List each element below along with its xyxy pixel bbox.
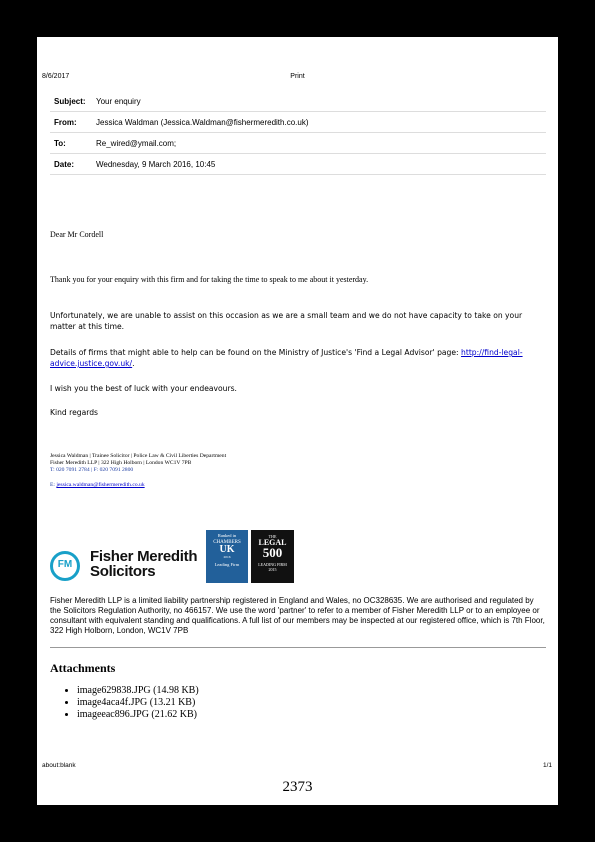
email-meta-table [50,91,546,175]
legal-advice-link[interactable]: http://find-legal-advice.justice.gov.uk/ [50,348,523,368]
print-date: 8/6/2017 [42,73,70,80]
attachments-list [63,685,199,721]
badge-text: THE [268,534,277,539]
paragraph-unable: Unfortunately, we are unable to assist on this occasion as we are a small team and we do not have capacity to take on your matter at this time. [50,311,523,331]
attachment-item[interactable]: • imageeac896.JPG (21.62 KB) [77,709,199,721]
paragraph-thanks: Thank you for your enquiry with this firm and for taking the time to speak to me about it yesterday. [50,275,369,284]
chambers-badge [206,530,248,583]
signature-email-line [50,482,226,489]
meta-row-subject [50,91,546,112]
meta-value: Wednesday, 9 March 2016, 10:45 [92,154,546,175]
signature-email-link[interactable]: jessica.waldman@fishermeredith.co.uk [56,482,145,488]
signature-line: Fisher Meredith LLP | 322 High Holborn | London WC1V 7PB [50,460,192,466]
badge-text: CHAMBERS [213,540,241,545]
meta-row-to [50,133,546,154]
badge-text: 500 [262,545,283,560]
footer-page-count: 1/1 [542,762,552,769]
legal500-badge [251,530,294,583]
footer-url: about:blank [42,762,76,769]
badge-text: 2015 [268,567,277,572]
referral-text: Details of firms that might able to help can be found on the Ministry of Justice's 'Find a Legal Advisor' page: [50,348,462,357]
signature-block [50,453,226,489]
badge-text: Ranked in [217,533,237,538]
attachment-item[interactable]: • image629838.JPG (14.98 KB) [77,685,199,697]
meta-value: Re_wired@ymail.com; [92,133,546,154]
signature-phone: T: 020 7091 2784 | F: 020 7091 2800 [50,467,134,473]
paragraph-referral [50,347,540,369]
firm-name-line2: Solicitors [90,563,156,580]
legal-notice: Fisher Meredith LLP is a limited liability partnership registered in England and Wales, no OC328635. We are authorised and regulated by the Solicitors Regulation Authority, no 466157. We use the word 'partner' to refer to a member of Fisher Meredith LLP or to an employee or consultant with equivalent standing and qualifications. A full list of our members may be inspected at our registered office, which is 7th Floor, 322 High Holborn, London, WC1V 7PB [50,596,545,635]
firm-name-line1: Fisher Meredith [90,548,198,565]
fm-initials: FM [57,559,73,570]
meta-row-date [50,154,546,175]
meta-label: To: [50,133,92,154]
meta-label: Date: [50,154,92,175]
email-label: E: [50,482,57,488]
firm-name [90,549,197,579]
divider [50,647,546,648]
meta-row-from [50,112,546,133]
print-title: Print [290,73,305,80]
meta-value: Jessica Waldman (Jessica.Waldman@fishermeredith.co.uk) [92,112,546,133]
closing: Kind regards [50,408,99,417]
meta-value: Your enquiry [92,91,546,112]
badge-text: Leading Firm [214,562,240,567]
attachment-item[interactable]: • image4aca4f.JPG (13.21 KB) [77,697,199,709]
meta-label: From: [50,112,92,133]
greeting: Dear Mr Cordell [50,230,104,239]
attachments-title: Attachments [50,661,116,675]
firm-logo [50,547,210,587]
page-number: 2373 [282,779,313,795]
meta-label: Subject: [50,91,92,112]
paragraph-luck: I wish you the best of luck with your endeavours. [50,384,237,393]
badge-text: UK [219,544,235,555]
badge-text: LEADING FIRM [258,562,287,567]
referral-end: . [132,359,135,368]
badge-text: LEGAL [258,538,287,547]
signature-line: Jessica Waldman | Trainee Solicitor | Police Law & Civil Liberties Department [50,453,227,459]
document-page [37,37,558,805]
badge-text: 2016 [223,555,231,559]
